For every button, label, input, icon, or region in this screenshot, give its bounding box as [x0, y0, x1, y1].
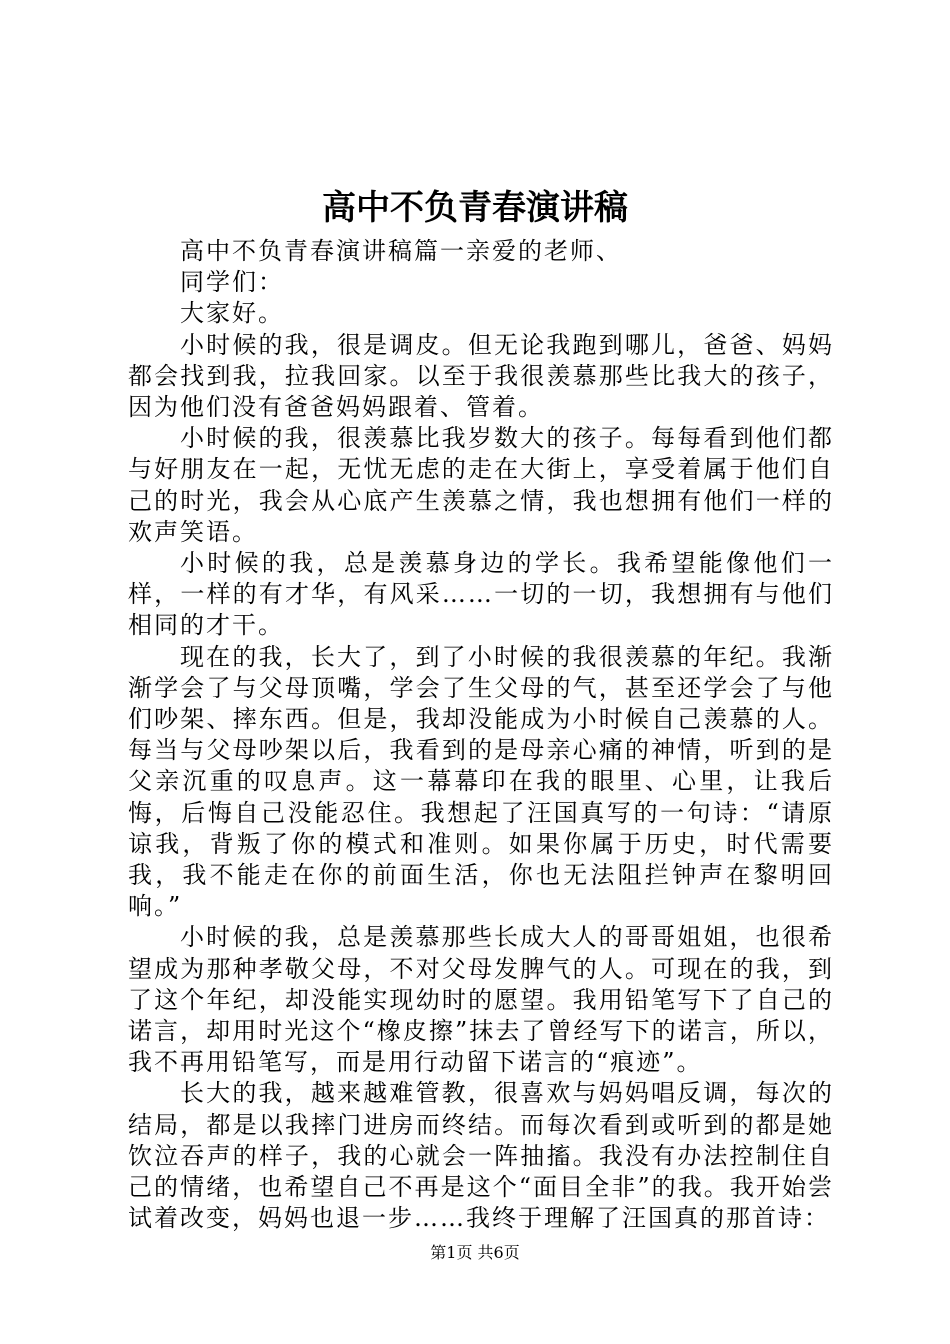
paragraph-5: 小时候的我，很羡慕比我岁数大的孩子。每每看到他们都与好朋友在一起，无忧无虑的走在大街上，享受着属于他们自己的时光，我会从心底产生羡慕之情，我也想拥有他们一样的欢声笑语。	[128, 424, 834, 546]
paragraph-1: 高中不负青春演讲稿篇一亲爱的老师、	[180, 237, 622, 265]
paragraph-6: 小时候的我，总是羡慕身边的学长。我希望能像他们一样，一样的有才华，有风采……一切的一切，我想拥有与他们相同的才干。	[128, 549, 834, 640]
paragraph-9: 长大的我，越来越难管教，很喜欢与妈妈唱反调，每次的结局，都是以我摔门进房而终结。而每次看到或听到的都是她饮泣吞声的样子，我的心就会一阵抽搐。我没有办法控制住自己的情绪，也希望自己不再是这个“面目全非”的我。我开始尝试着改变，妈妈也退一步……我终于理解了汪国真的那首诗：	[128, 1079, 834, 1233]
paragraph-7: 现在的我，长大了，到了小时候的我很羡慕的年纪。我渐渐学会了与父母顶嘴，学会了生父母的气，甚至还学会了与他们吵架、摔东西。但是，我却没能成为小时候自己羡慕的人。每当与父母吵架以后，我看到的是母亲心痛的神情，听到的是父亲沉重的叹息声。这一幕幕印在我的眼里、心里，让我后悔，后悔自己没能忍住。我想起了汪国真写的一句诗：“请原谅我，背叛了你的模式和准则。如果你属于历史，时代需要我，我不能走在你的前面生活，你也无法阻拦钟声在黎明回响。”	[128, 642, 834, 921]
paragraph-3: 大家好。	[180, 299, 284, 328]
paragraph-8: 小时候的我，总是羡慕那些长成大人的哥哥姐姐，也很希望成为那种孝敬父母，不对父母发脾气的人。可现在的我，到了这个年纪，却没能实现幼时的愿望。我用铅笔写下了自己的诺言，却用时光这个“橡皮擦”抹去了曾经写下的诺言，所以，我不再用铅笔写，而是用行动留下诺言的“痕迹”。	[128, 923, 834, 1077]
document-body	[128, 236, 834, 1235]
document-title: 高中不负青春演讲稿	[322, 188, 628, 228]
paragraph-2: 同学们：	[180, 268, 284, 297]
page-number-footer: 第1页 共6页	[430, 1243, 520, 1262]
paragraph-4: 小时候的我，很是调皮。但无论我跑到哪儿，爸爸、妈妈都会找到我，拉我回家。以至于我很羡慕那些比我大的孩子，因为他们没有爸爸妈妈跟着、管着。	[128, 330, 834, 422]
